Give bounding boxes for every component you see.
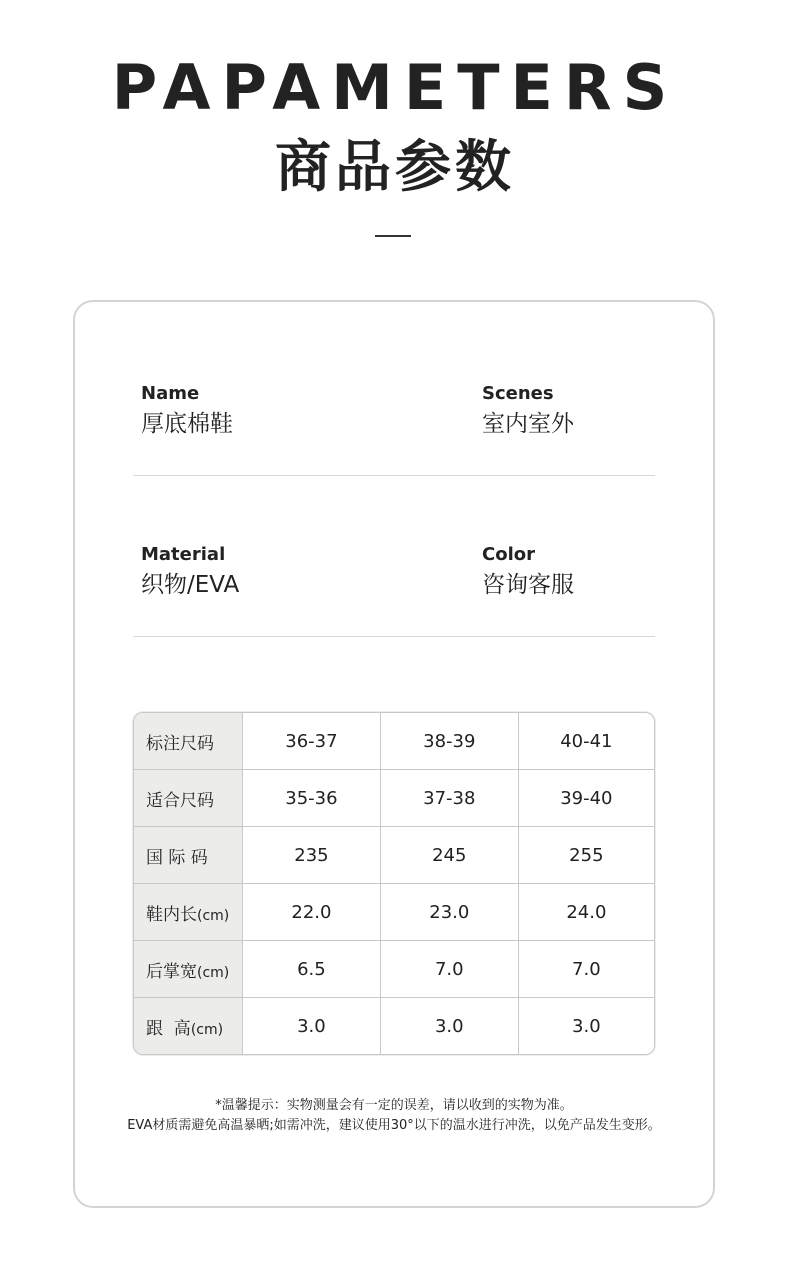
param-name-value: 厚底棉鞋 — [141, 411, 233, 437]
row-header-label: 鞋内长 — [146, 904, 197, 925]
row-header-label: 标注尺码 — [146, 733, 214, 754]
row-header — [134, 884, 243, 941]
param-scenes-value: 室内室外 — [482, 411, 574, 437]
param-name-label: Name — [141, 383, 200, 404]
table-cell: 6.5 — [243, 941, 381, 998]
table-cell: 235 — [243, 827, 381, 884]
param-material — [141, 543, 239, 601]
param-color-label: Color — [482, 544, 535, 565]
page-title-english: PAPAMETERS — [111, 51, 679, 124]
care-note — [75, 1096, 713, 1136]
param-color — [482, 543, 574, 601]
row-header — [134, 998, 243, 1054]
table-row — [134, 998, 654, 1054]
row-header — [134, 770, 243, 827]
param-name — [141, 382, 233, 440]
table-cell: 255 — [519, 827, 654, 884]
param-material-label: Material — [141, 544, 226, 565]
table-row — [134, 770, 654, 827]
table-cell: 3.0 — [243, 998, 381, 1054]
row-header-unit: (cm) — [197, 964, 230, 981]
table-cell: 38-39 — [381, 713, 519, 770]
parameters-card — [73, 300, 715, 1208]
table-row — [134, 884, 654, 941]
table-cell: 40-41 — [519, 713, 654, 770]
row-header-unit: (cm) — [197, 907, 230, 924]
row-header — [134, 713, 243, 770]
param-color-value: 咨询客服 — [482, 572, 574, 598]
row-header — [134, 941, 243, 998]
title-divider — [375, 235, 411, 237]
page-title-chinese: 商品参数 — [275, 135, 515, 200]
row-header-unit: (cm) — [190, 1021, 224, 1038]
table-row — [134, 941, 654, 998]
table-cell: 3.0 — [519, 998, 654, 1054]
size-table — [133, 712, 655, 1055]
care-note-line-2: EVA材质需避免高温暴晒;如需冲洗，建议使用30°以下的温水进行冲洗，以免产品发生变形。 — [127, 1118, 661, 1133]
row-header-label: 适合尺码 — [146, 790, 214, 811]
table-cell: 245 — [381, 827, 519, 884]
divider — [133, 636, 655, 637]
table-row — [134, 827, 654, 884]
param-material-value: 织物/EVA — [141, 572, 240, 598]
table-row — [134, 713, 654, 770]
table-cell: 23.0 — [381, 884, 519, 941]
table-cell: 35-36 — [243, 770, 381, 827]
table-cell: 37-38 — [381, 770, 519, 827]
table-cell: 22.0 — [243, 884, 381, 941]
param-scenes-label: Scenes — [482, 383, 554, 404]
row-header-label: 跟 高 — [146, 1018, 191, 1039]
table-cell: 36-37 — [243, 713, 381, 770]
divider — [133, 475, 655, 476]
row-header — [134, 827, 243, 884]
row-header-label: 后掌宽 — [146, 961, 197, 982]
row-header-label: 国 际 码 — [146, 847, 208, 868]
care-note-line-1: *温馨提示：实物测量会有一定的误差，请以收到的实物为准。 — [215, 1098, 573, 1113]
table-cell: 24.0 — [519, 884, 654, 941]
table-cell: 7.0 — [519, 941, 654, 998]
param-scenes — [482, 382, 574, 440]
table-cell: 3.0 — [381, 998, 519, 1054]
table-cell: 7.0 — [381, 941, 519, 998]
table-cell: 39-40 — [519, 770, 654, 827]
